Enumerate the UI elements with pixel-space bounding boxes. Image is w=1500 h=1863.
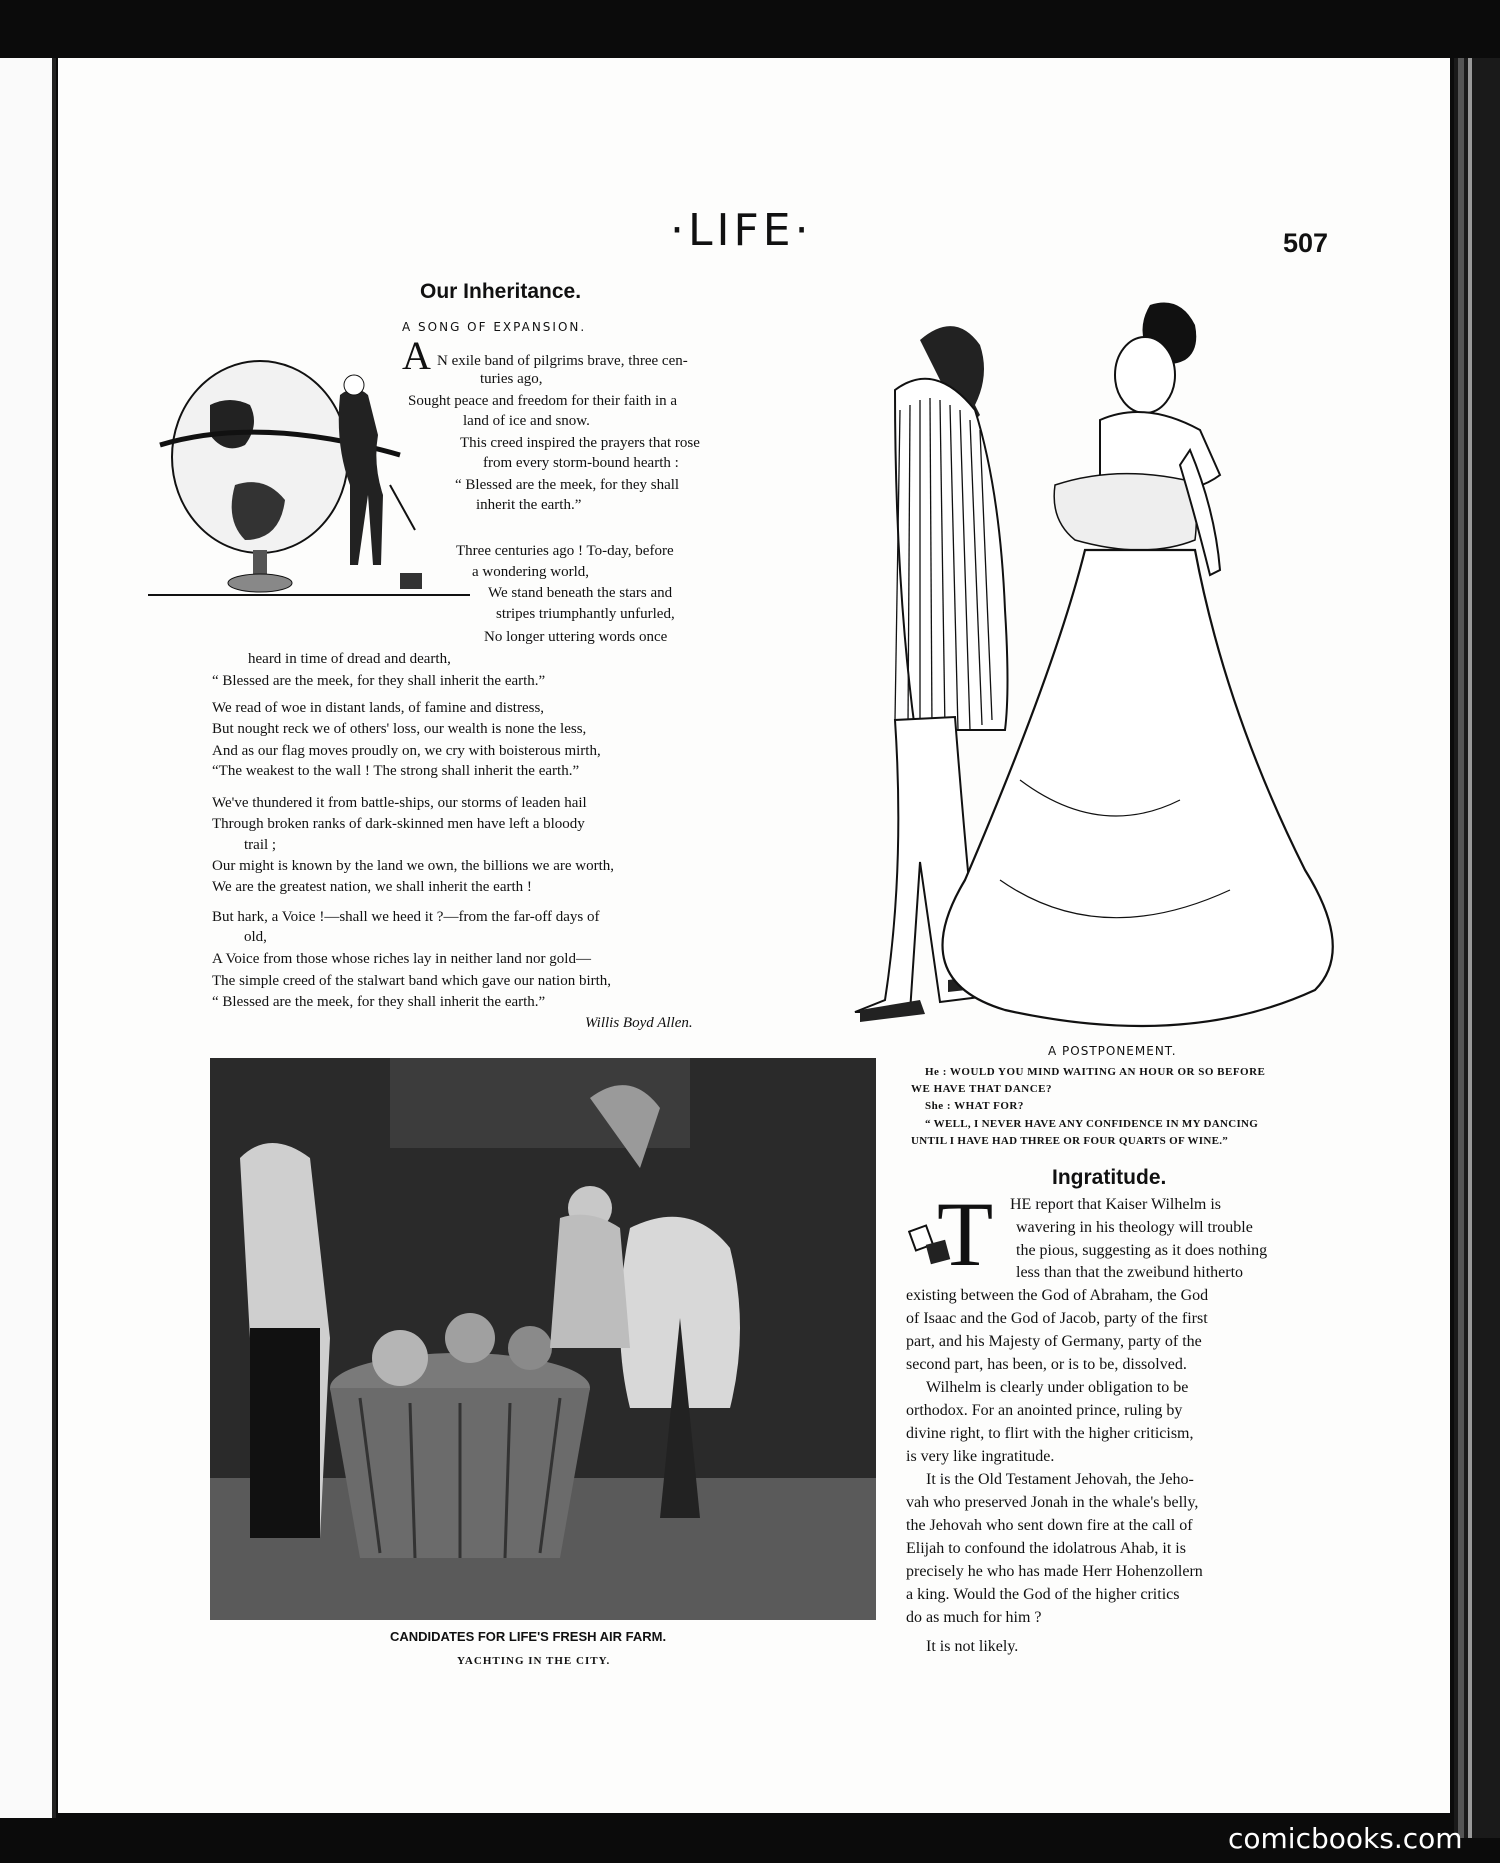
cartoon-dialogue-line: WE HAVE THAT DANCE? — [911, 1083, 1053, 1095]
essay-line: part, and his Majesty of Germany, party of the — [906, 1333, 1202, 1350]
poem-line: from every storm-bound hearth : — [483, 455, 679, 471]
masthead: ·LIFE· — [670, 205, 813, 256]
cartoon-title: A POSTPONEMENT. — [1048, 1044, 1177, 1058]
poem-line: Through broken ranks of dark-skinned men have left a bloody — [212, 816, 585, 832]
essay-line: do as much for him ? — [906, 1609, 1042, 1626]
photo-subcaption: YACHTING IN THE CITY. — [457, 1655, 611, 1667]
left-page-edge — [0, 58, 56, 1818]
poem-line: “ Blessed are the meek, for they shall — [455, 477, 680, 493]
essay-line: is very like ingratitude. — [906, 1448, 1055, 1465]
poem-line: The simple creed of the stalwart band which gave our nation birth, — [212, 973, 612, 989]
cartoon-dialogue-line: She : WHAT FOR? — [925, 1100, 1024, 1112]
poem-line: turies ago, — [480, 371, 543, 387]
poem-author: Willis Boyd Allen. — [585, 1015, 693, 1031]
poem-line: No longer uttering words once — [484, 629, 668, 645]
poem-line: But hark, a Voice !—shall we heed it ?—from the far-off days of — [212, 909, 600, 925]
essay-line: existing between the God of Abraham, the God — [906, 1287, 1209, 1304]
globe-cartoon-illustration — [140, 345, 480, 625]
poem-line: This creed inspired the prayers that rose — [460, 435, 700, 451]
essay-line: second part, has been, or is to be, dissolved. — [906, 1356, 1187, 1373]
page-number: 507 — [1283, 228, 1329, 258]
poem-line: heard in time of dread and dearth, — [248, 651, 451, 667]
poem-line: And as our flag moves proudly on, we cry with boisterous mirth, — [212, 743, 601, 759]
poem-line: land of ice and snow. — [463, 413, 590, 429]
essay-line: divine right, to flirt with the higher criticism, — [906, 1425, 1194, 1442]
poem-line: Three centuries ago ! To-day, before — [456, 543, 674, 559]
poem-line: “The weakest to the wall ! The strong shall inherit the earth.” — [212, 763, 580, 779]
essay-line: HE report that Kaiser Wilhelm is — [1010, 1196, 1222, 1213]
cartoon-dialogue-line: “ WELL, I NEVER HAVE ANY CONFIDENCE IN MY DANCING — [925, 1118, 1259, 1130]
poem-line: Our might is known by the land we own, the billions we are worth, — [212, 858, 615, 874]
poem-line: We've thundered it from battle-ships, our storms of leaden hail — [212, 795, 587, 811]
essay-title: Ingratitude. — [1052, 1166, 1167, 1189]
essay-line: precisely he who has made Herr Hohenzollern — [906, 1563, 1203, 1580]
poem-line: But nought reck we of others' loss, our wealth is none the less, — [212, 721, 587, 737]
poem-line: We stand beneath the stars and — [488, 585, 673, 601]
poem-subtitle: A SONG OF EXPANSION. — [402, 320, 587, 334]
poem-line: Sought peace and freedom for their faith in a — [408, 393, 678, 409]
poem-line: inherit the earth.” — [476, 497, 582, 513]
poem-line: We are the greatest nation, we shall inherit the earth ! — [212, 879, 532, 895]
essay-line: the Jehovah who sent down fire at the call of — [906, 1517, 1193, 1534]
poem-line: “ Blessed are the meek, for they shall inherit the earth.” — [212, 994, 546, 1010]
essay-drop-cap: T — [937, 1183, 994, 1285]
essay-line: the pious, suggesting as it does nothing — [1016, 1242, 1268, 1259]
fresh-air-farm-photograph — [210, 1058, 876, 1620]
poem-line: We read of woe in distant lands, of famine and distress, — [212, 700, 545, 716]
essay-line: a king. Would the God of the higher critics — [906, 1586, 1180, 1603]
watermark: comicbooks.com — [1228, 1822, 1463, 1855]
poem-line: “ Blessed are the meek, for they shall inherit the earth.” — [212, 673, 546, 689]
poem-title: Our Inheritance. — [420, 280, 582, 303]
poem-line: trail ; — [244, 837, 277, 853]
poem-line: N exile band of pilgrims brave, three cen- — [437, 353, 688, 369]
poem-line: old, — [244, 929, 267, 945]
cartoon-dialogue-line: He : WOULD YOU MIND WAITING AN HOUR OR SO BEFORE — [925, 1066, 1266, 1078]
poem-line: A Voice from those whose riches lay in neither land nor gold— — [212, 951, 591, 967]
poem-line: stripes triumphantly unfurled, — [496, 606, 675, 622]
essay-line: It is not likely. — [926, 1638, 1019, 1655]
essay-line: wavering in his theology will trouble — [1016, 1219, 1253, 1236]
essay-line: It is the Old Testament Jehovah, the Jeho- — [926, 1471, 1194, 1488]
essay-line: orthodox. For an anointed prince, ruling by — [906, 1402, 1183, 1419]
poem-line: a wondering world, — [472, 564, 590, 580]
cartoon-dialogue-line: UNTIL I HAVE HAD THREE OR FOUR QUARTS OF WINE.” — [911, 1135, 1229, 1147]
essay-line: Elijah to confound the idolatrous Ahab, it is — [906, 1540, 1186, 1557]
poem-drop-cap: A — [402, 333, 431, 378]
photo-caption: CANDIDATES FOR LIFE'S FRESH AIR FARM. — [390, 1629, 667, 1644]
essay-line: Wilhelm is clearly under obligation to be — [926, 1379, 1189, 1396]
essay-line: of Isaac and the God of Jacob, party of the first — [906, 1310, 1208, 1327]
postponement-cartoon-illustration — [800, 280, 1345, 1035]
essay-line: less than that the zweibund hitherto — [1016, 1264, 1244, 1281]
essay-line: vah who preserved Jonah in the whale's belly, — [906, 1494, 1199, 1511]
binding-edge — [1454, 58, 1500, 1838]
